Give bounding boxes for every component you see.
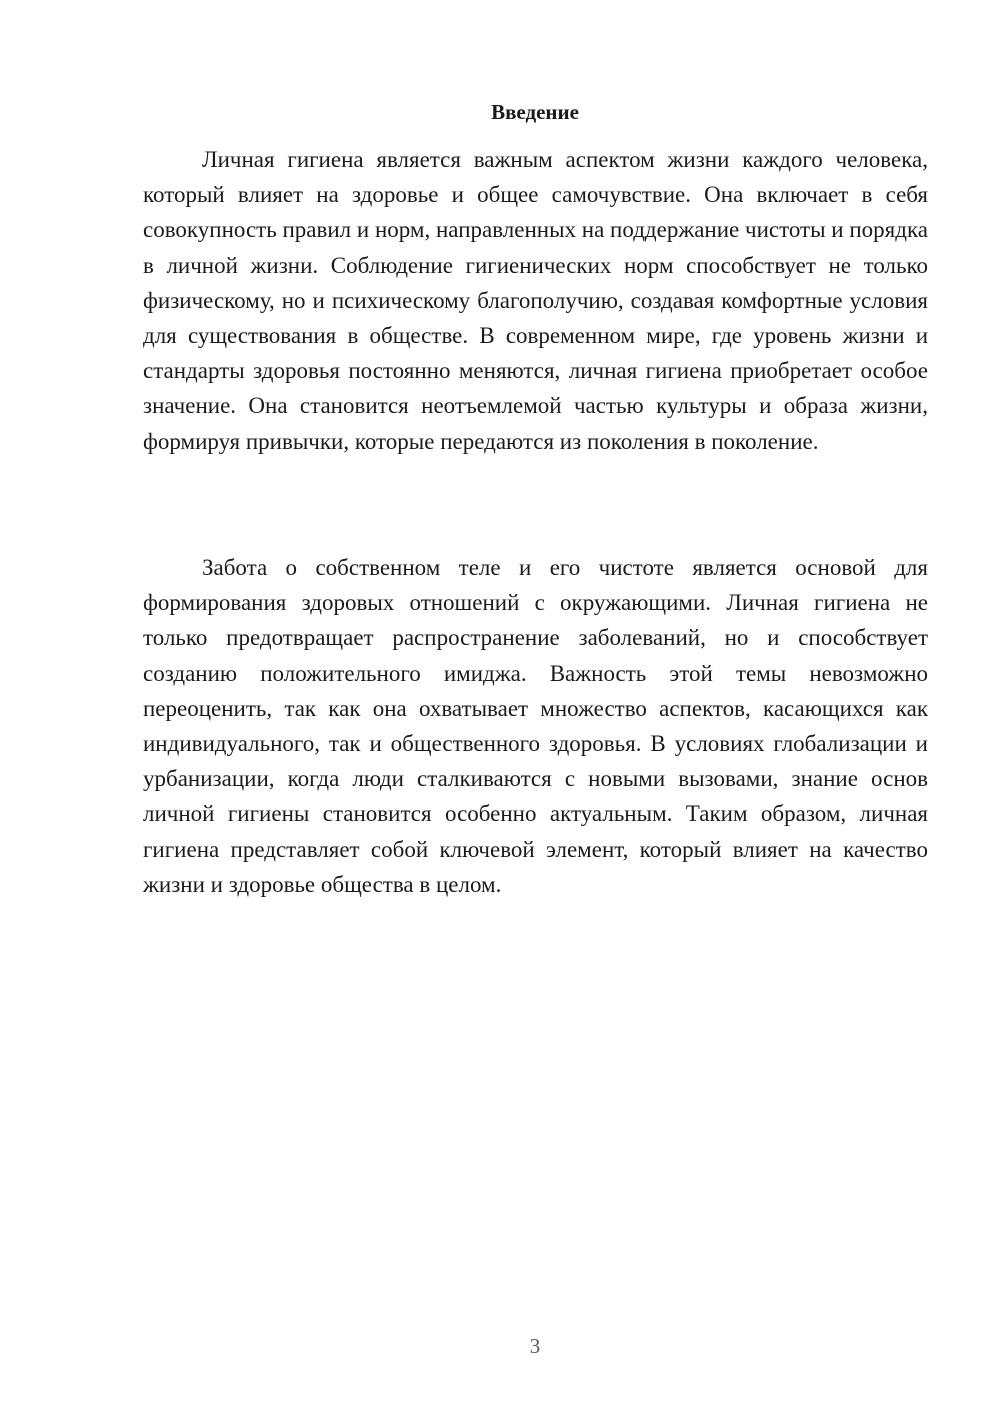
page-number: 3 xyxy=(529,1334,541,1358)
section-heading: Введение xyxy=(491,100,579,124)
paragraph-2: Забота о собственном теле и его чистоте является основой для формирования здоровых отношений с окружающими. Личная гигиена не только предотвращает распространение заболеваний, но и способствует созданию положительного имиджа. Важность этой темы невозможно переоценить, так как она охватывает множество аспектов, касающихся как индивидуального, так и общественного здоровья. В условиях глобализации и урбанизации, когда люди сталкиваются с новыми вызовами, знание основ личной гигиены становится особенно актуальным. Таким образом, личная гигиена представляет собой ключевой элемент, который влияет на качество жизни и здоровье общества в целом. xyxy=(143,555,928,897)
paragraph-1: Личная гигиена является важным аспектом жизни каждого человека, который влияет на здоровье и общее самочувствие. Она включает в себя совокупность правил и норм, направленных на поддержание чистоты и порядка в личной жизни. Соблюдение гигиенических норм способствует не только физическому, но и психическому благополучию, создавая комфортные условия для существования в обществе. В современном мире, где уровень жизни и стандарты здоровья постоянно меняются, личная гигиена приобретает особое значение. Она становится неотъемлемой частью культуры и образа жизни, формируя привычки, которые передаются из поколения в поколение. xyxy=(143,147,928,454)
